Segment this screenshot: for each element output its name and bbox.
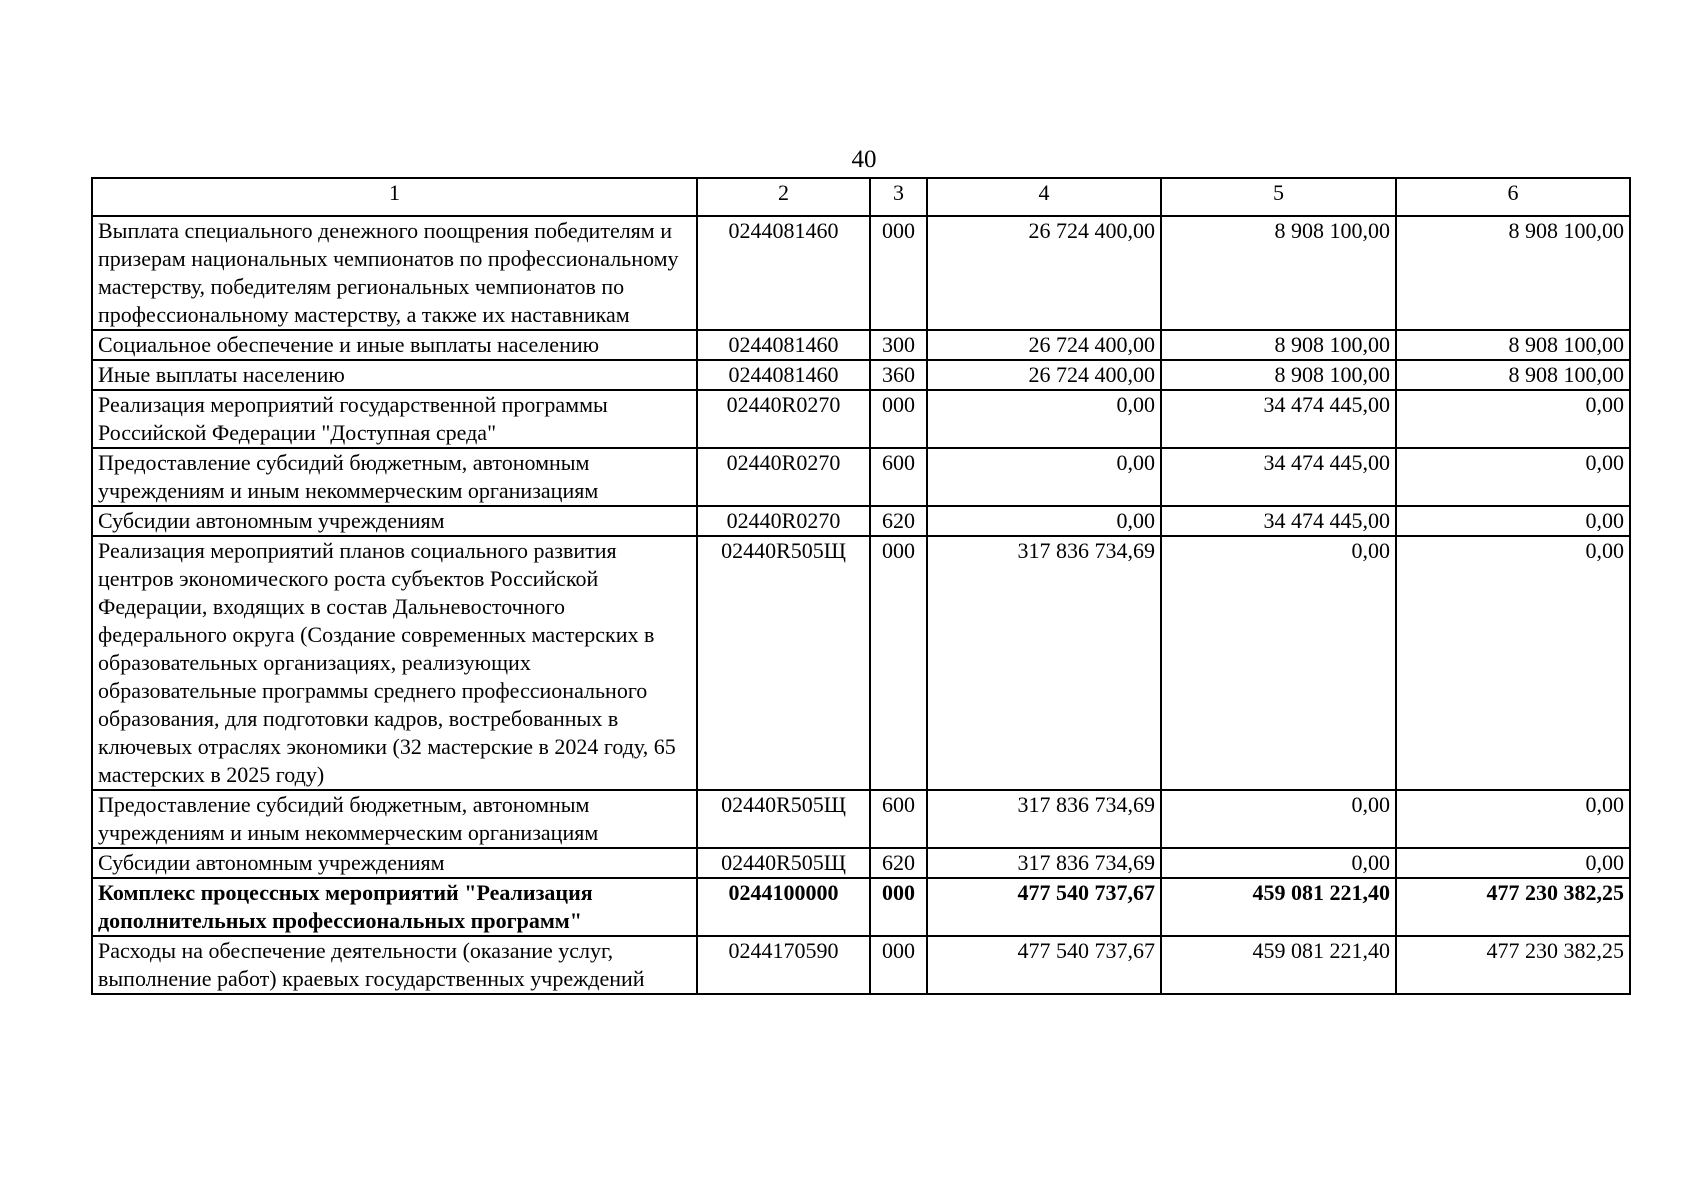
target-article-code: 0244081460 xyxy=(697,330,870,360)
target-article-code: 02440R0270 xyxy=(697,390,870,448)
expense-name: Предоставление субсидий бюджетным, автономным учреждениям и иным некоммерческим организациям xyxy=(92,790,697,848)
expense-name: Комплекс процессных мероприятий "Реализация дополнительных профессиональных программ" xyxy=(92,878,697,936)
target-article-code: 02440R505Щ xyxy=(697,536,870,790)
amount-col-4: 477 540 737,67 xyxy=(927,878,1161,936)
table-row xyxy=(92,390,1630,448)
table-row xyxy=(92,848,1630,878)
expense-type-code: 600 xyxy=(870,790,927,848)
page-number: 40 xyxy=(851,146,877,173)
amount-col-6: 8 908 100,00 xyxy=(1396,360,1630,390)
expense-name: Выплата специального денежного поощрения победителям и призерам национальных чемпионатов по профессиональному мастерству, победителям региональных чемпионатов по профессиональному мастерству, а также их наставникам xyxy=(92,216,697,330)
amount-col-6: 0,00 xyxy=(1396,390,1630,448)
amount-col-4: 0,00 xyxy=(927,506,1161,536)
expense-name: Иные выплаты населению xyxy=(92,360,697,390)
column-header: 1 xyxy=(92,178,697,216)
target-article-code: 02440R505Щ xyxy=(697,848,870,878)
expense-type-code: 000 xyxy=(870,878,927,936)
target-article-code: 0244081460 xyxy=(697,216,870,330)
expense-type-code: 000 xyxy=(870,390,927,448)
target-article-code: 0244170590 xyxy=(697,936,870,994)
table-row xyxy=(92,878,1630,936)
target-article-code: 02440R0270 xyxy=(697,448,870,506)
amount-col-5: 34 474 445,00 xyxy=(1161,506,1396,536)
expense-name: Реализация мероприятий государственной программы Российской Федерации "Доступная среда" xyxy=(92,390,697,448)
amount-col-5: 34 474 445,00 xyxy=(1161,390,1396,448)
expense-type-code: 000 xyxy=(870,536,927,790)
amount-col-5: 8 908 100,00 xyxy=(1161,360,1396,390)
target-article-code: 02440R0270 xyxy=(697,506,870,536)
amount-col-6: 0,00 xyxy=(1396,448,1630,506)
amount-col-4: 317 836 734,69 xyxy=(927,790,1161,848)
amount-col-6: 8 908 100,00 xyxy=(1396,330,1630,360)
table-row xyxy=(92,506,1630,536)
amount-col-4: 26 724 400,00 xyxy=(927,330,1161,360)
amount-col-6: 0,00 xyxy=(1396,536,1630,790)
expense-type-code: 000 xyxy=(870,216,927,330)
header-row xyxy=(92,178,1630,216)
amount-col-5: 459 081 221,40 xyxy=(1161,878,1396,936)
amount-col-5: 459 081 221,40 xyxy=(1161,936,1396,994)
target-article-code: 02440R505Щ xyxy=(697,790,870,848)
table-row xyxy=(92,216,1630,330)
amount-col-4: 0,00 xyxy=(927,390,1161,448)
amount-col-5: 8 908 100,00 xyxy=(1161,330,1396,360)
expense-type-code: 620 xyxy=(870,506,927,536)
expense-name: Социальное обеспечение и иные выплаты населению xyxy=(92,330,697,360)
table-row xyxy=(92,448,1630,506)
expense-type-code: 600 xyxy=(870,448,927,506)
amount-col-5: 0,00 xyxy=(1161,848,1396,878)
amount-col-5: 0,00 xyxy=(1161,790,1396,848)
expense-type-code: 360 xyxy=(870,360,927,390)
table-row xyxy=(92,360,1630,390)
table-row xyxy=(92,936,1630,994)
amount-col-5: 8 908 100,00 xyxy=(1161,216,1396,330)
amount-col-6: 0,00 xyxy=(1396,506,1630,536)
column-header: 2 xyxy=(697,178,870,216)
table-row xyxy=(92,536,1630,790)
expense-name: Реализация мероприятий планов социального развития центров экономического роста субъектов Российской Федерации, входящих в состав Дальневосточного федерального округа (Создание современных мастерских в образовательных организациях, реализующих образовательные программы среднего профессионального образования, для подготовки кадров, востребованных в ключевых отраслях экономики (32 мастерские в 2024 году, 65 мастерских в 2025 году) xyxy=(92,536,697,790)
expense-name: Предоставление субсидий бюджетным, автономным учреждениям и иным некоммерческим организациям xyxy=(92,448,697,506)
amount-col-4: 317 836 734,69 xyxy=(927,536,1161,790)
amount-col-6: 0,00 xyxy=(1396,790,1630,848)
expense-type-code: 620 xyxy=(870,848,927,878)
target-article-code: 0244081460 xyxy=(697,360,870,390)
amount-col-6: 477 230 382,25 xyxy=(1396,878,1630,936)
amount-col-4: 477 540 737,67 xyxy=(927,936,1161,994)
amount-col-5: 34 474 445,00 xyxy=(1161,448,1396,506)
table-body xyxy=(92,216,1630,994)
expense-name: Расходы на обеспечение деятельности (оказание услуг, выполнение работ) краевых государственных учреждений xyxy=(92,936,697,994)
amount-col-6: 0,00 xyxy=(1396,848,1630,878)
column-header: 4 xyxy=(927,178,1161,216)
amount-col-6: 8 908 100,00 xyxy=(1396,216,1630,330)
amount-col-4: 317 836 734,69 xyxy=(927,848,1161,878)
expense-name: Субсидии автономным учреждениям xyxy=(92,848,697,878)
budget-table xyxy=(91,177,1631,995)
expense-type-code: 000 xyxy=(870,936,927,994)
expense-type-code: 300 xyxy=(870,330,927,360)
table-row xyxy=(92,330,1630,360)
target-article-code: 0244100000 xyxy=(697,878,870,936)
amount-col-4: 26 724 400,00 xyxy=(927,216,1161,330)
column-header: 6 xyxy=(1396,178,1630,216)
column-header: 3 xyxy=(870,178,927,216)
amount-col-6: 477 230 382,25 xyxy=(1396,936,1630,994)
column-header: 5 xyxy=(1161,178,1396,216)
amount-col-4: 0,00 xyxy=(927,448,1161,506)
table-row xyxy=(92,790,1630,848)
amount-col-5: 0,00 xyxy=(1161,536,1396,790)
amount-col-4: 26 724 400,00 xyxy=(927,360,1161,390)
expense-name: Субсидии автономным учреждениям xyxy=(92,506,697,536)
